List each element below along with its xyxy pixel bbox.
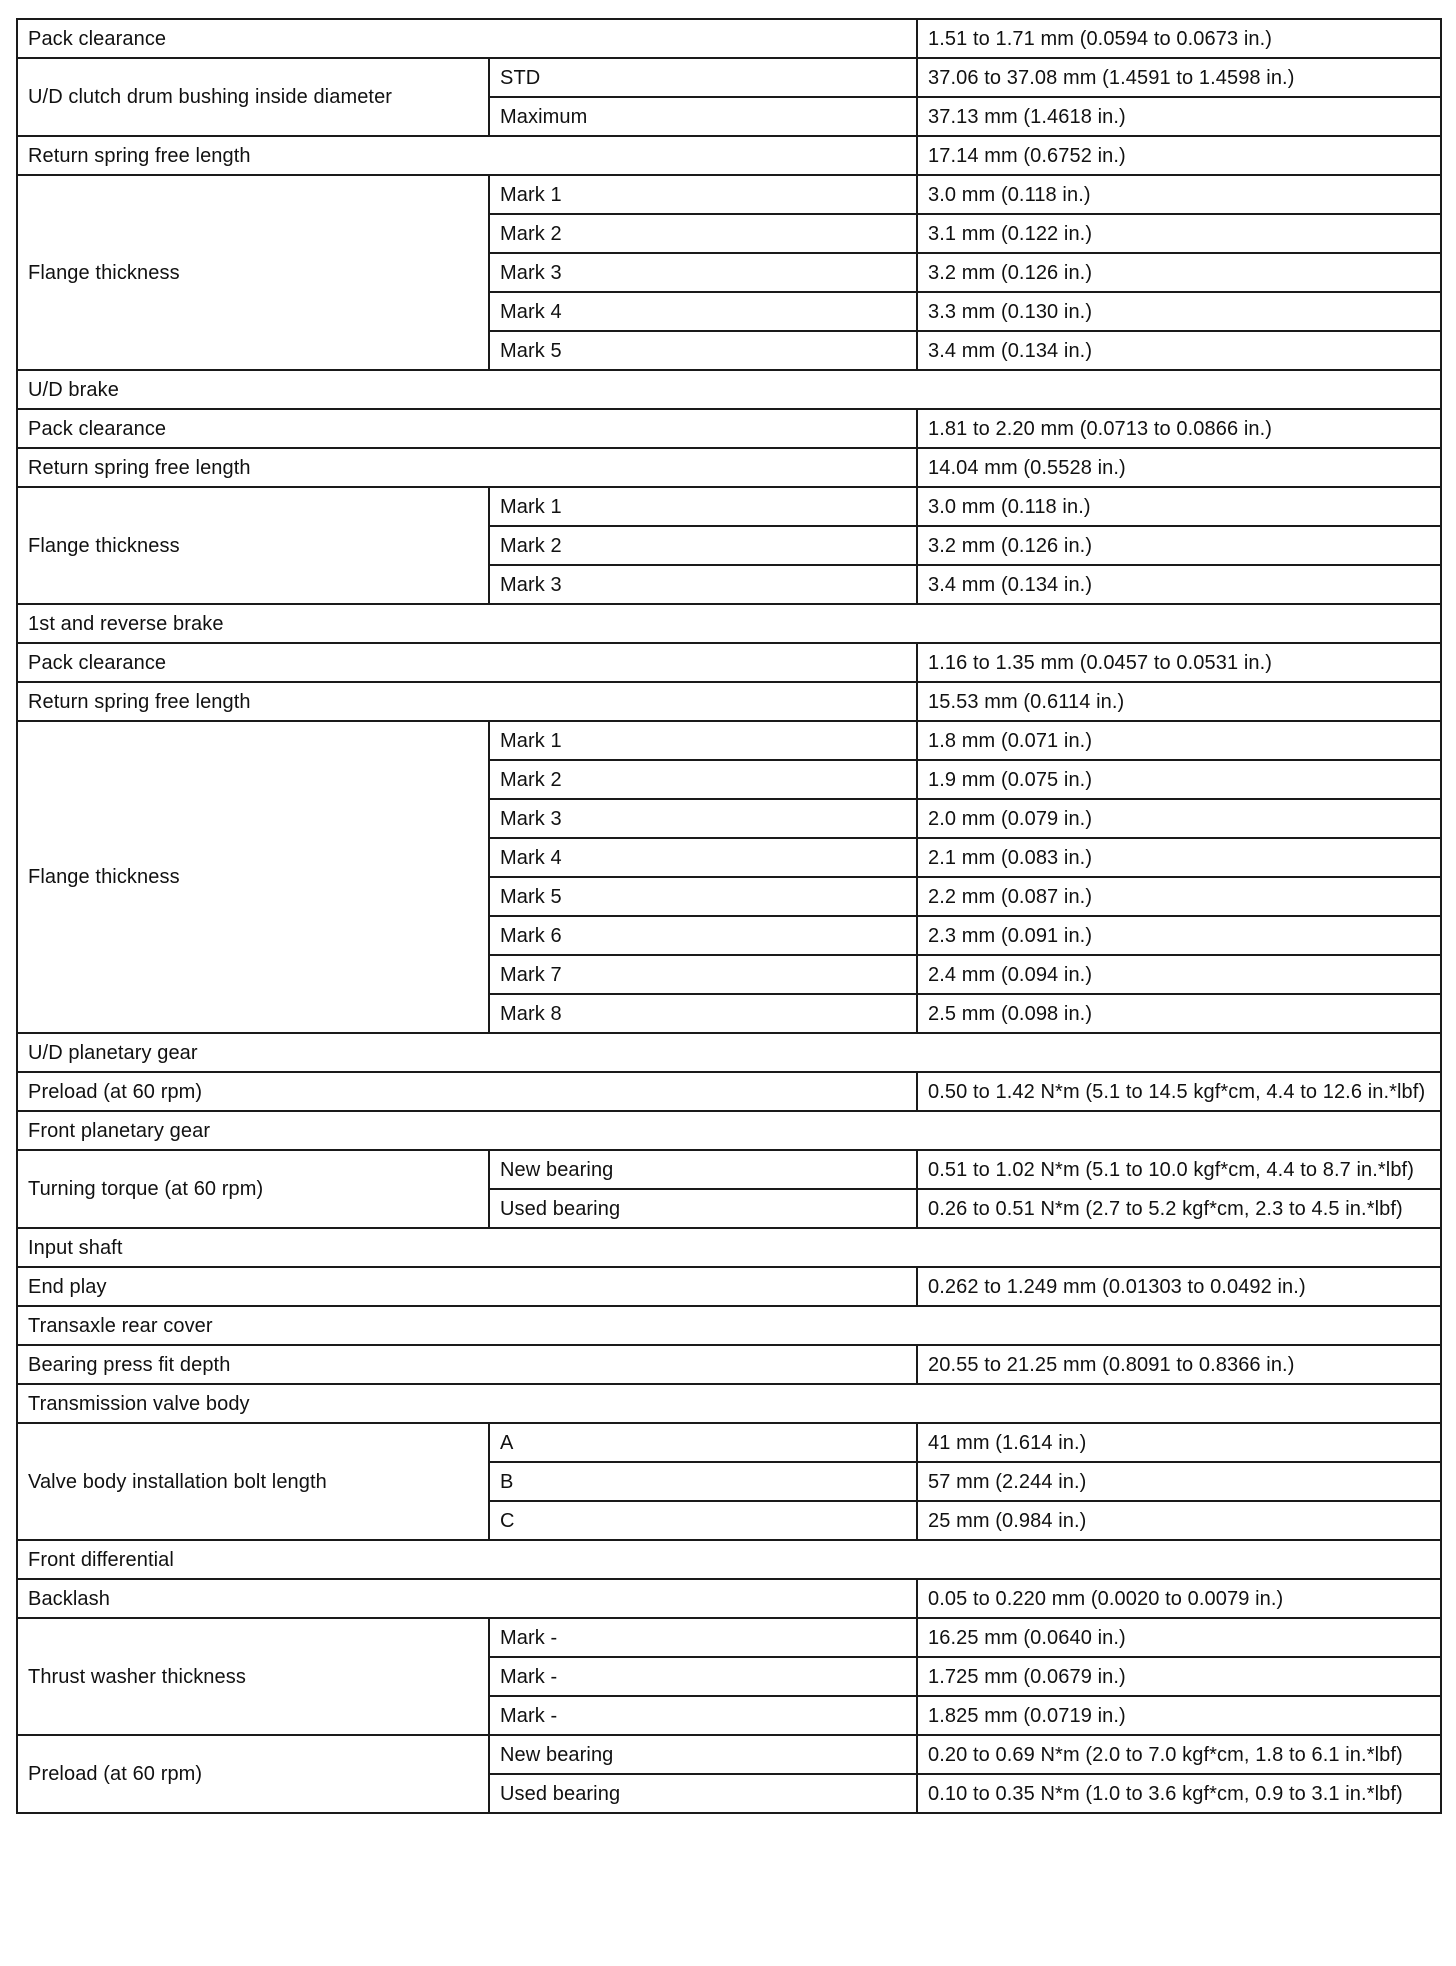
spec-sub-label: STD	[489, 58, 917, 97]
spec-sub-label: Mark -	[489, 1618, 917, 1657]
section-heading: Transaxle rear cover	[17, 1306, 1441, 1345]
spec-sub-label: Mark 3	[489, 253, 917, 292]
spec-row	[17, 58, 1441, 97]
spec-item-label: Backlash	[17, 1579, 917, 1618]
spec-value: 15.53 mm (0.6114 in.)	[917, 682, 1441, 721]
spec-row	[17, 721, 1441, 760]
spec-value: 0.50 to 1.42 N*m (5.1 to 14.5 kgf*cm, 4.4 to 12.6 in.*lbf)	[917, 1072, 1441, 1111]
spec-value: 0.262 to 1.249 mm (0.01303 to 0.0492 in.)	[917, 1267, 1441, 1306]
spec-item-label: Pack clearance	[17, 643, 917, 682]
spec-item-label: Return spring free length	[17, 682, 917, 721]
spec-value: 2.0 mm (0.079 in.)	[917, 799, 1441, 838]
spec-sub-label: Maximum	[489, 97, 917, 136]
spec-sub-label: B	[489, 1462, 917, 1501]
specification-table	[16, 18, 1442, 1814]
spec-sub-label: Mark 4	[489, 292, 917, 331]
spec-item-label: Bearing press fit depth	[17, 1345, 917, 1384]
spec-row	[17, 448, 1441, 487]
section-heading: Input shaft	[17, 1228, 1441, 1267]
spec-item-label: Turning torque (at 60 rpm)	[17, 1150, 489, 1228]
spec-row	[17, 136, 1441, 175]
spec-value: 3.1 mm (0.122 in.)	[917, 214, 1441, 253]
spec-value: 3.0 mm (0.118 in.)	[917, 487, 1441, 526]
spec-value: 0.10 to 0.35 N*m (1.0 to 3.6 kgf*cm, 0.9 to 3.1 in.*lbf)	[917, 1774, 1441, 1813]
spec-value: 57 mm (2.244 in.)	[917, 1462, 1441, 1501]
spec-item-label: Flange thickness	[17, 721, 489, 1033]
spec-sub-label: Mark 5	[489, 331, 917, 370]
spec-item-label: U/D clutch drum bushing inside diameter	[17, 58, 489, 136]
spec-item-label: Return spring free length	[17, 448, 917, 487]
spec-value: 1.51 to 1.71 mm (0.0594 to 0.0673 in.)	[917, 19, 1441, 58]
spec-sub-label: Mark 7	[489, 955, 917, 994]
spec-item-label: Preload (at 60 rpm)	[17, 1735, 489, 1813]
spec-item-label: Preload (at 60 rpm)	[17, 1072, 917, 1111]
spec-value: 0.20 to 0.69 N*m (2.0 to 7.0 kgf*cm, 1.8 to 6.1 in.*lbf)	[917, 1735, 1441, 1774]
spec-sub-label: Mark 2	[489, 214, 917, 253]
spec-value: 2.5 mm (0.098 in.)	[917, 994, 1441, 1033]
spec-row	[17, 1072, 1441, 1111]
spec-value: 20.55 to 21.25 mm (0.8091 to 0.8366 in.)	[917, 1345, 1441, 1384]
section-heading: 1st and reverse brake	[17, 604, 1441, 643]
spec-item-label: End play	[17, 1267, 917, 1306]
spec-row	[17, 1618, 1441, 1657]
spec-item-label: Flange thickness	[17, 487, 489, 604]
spec-row	[17, 1150, 1441, 1189]
spec-sub-label: Mark 4	[489, 838, 917, 877]
spec-item-label: Thrust washer thickness	[17, 1618, 489, 1735]
section-header-row	[17, 1228, 1441, 1267]
spec-sub-label: Mark 1	[489, 175, 917, 214]
section-heading: Transmission valve body	[17, 1384, 1441, 1423]
spec-sub-label: Mark -	[489, 1657, 917, 1696]
spec-sub-label: Mark 3	[489, 565, 917, 604]
section-heading: U/D brake	[17, 370, 1441, 409]
spec-sub-label: Mark 5	[489, 877, 917, 916]
spec-value: 1.16 to 1.35 mm (0.0457 to 0.0531 in.)	[917, 643, 1441, 682]
section-header-row	[17, 1384, 1441, 1423]
spec-item-label: Return spring free length	[17, 136, 917, 175]
spec-row	[17, 19, 1441, 58]
spec-row	[17, 1735, 1441, 1774]
spec-value: 37.13 mm (1.4618 in.)	[917, 97, 1441, 136]
spec-value: 1.725 mm (0.0679 in.)	[917, 1657, 1441, 1696]
spec-row	[17, 409, 1441, 448]
spec-value: 2.1 mm (0.083 in.)	[917, 838, 1441, 877]
spec-item-label: Valve body installation bolt length	[17, 1423, 489, 1540]
spec-sub-label: Used bearing	[489, 1774, 917, 1813]
spec-row	[17, 643, 1441, 682]
spec-row	[17, 487, 1441, 526]
spec-row	[17, 1423, 1441, 1462]
spec-value: 14.04 mm (0.5528 in.)	[917, 448, 1441, 487]
spec-row	[17, 1579, 1441, 1618]
section-header-row	[17, 1033, 1441, 1072]
spec-sub-label: Mark 1	[489, 487, 917, 526]
spec-value: 41 mm (1.614 in.)	[917, 1423, 1441, 1462]
spec-value: 2.4 mm (0.094 in.)	[917, 955, 1441, 994]
spec-value: 37.06 to 37.08 mm (1.4591 to 1.4598 in.)	[917, 58, 1441, 97]
spec-value: 3.4 mm (0.134 in.)	[917, 565, 1441, 604]
spec-row	[17, 682, 1441, 721]
spec-sub-label: A	[489, 1423, 917, 1462]
spec-sub-label: Mark 2	[489, 526, 917, 565]
section-header-row	[17, 604, 1441, 643]
spec-value: 3.3 mm (0.130 in.)	[917, 292, 1441, 331]
spec-value: 25 mm (0.984 in.)	[917, 1501, 1441, 1540]
spec-value: 2.3 mm (0.091 in.)	[917, 916, 1441, 955]
spec-value: 3.4 mm (0.134 in.)	[917, 331, 1441, 370]
spec-sub-label: Mark 6	[489, 916, 917, 955]
specification-table-body	[17, 19, 1441, 1813]
spec-value: 1.825 mm (0.0719 in.)	[917, 1696, 1441, 1735]
spec-sub-label: C	[489, 1501, 917, 1540]
spec-value: 0.51 to 1.02 N*m (5.1 to 10.0 kgf*cm, 4.4 to 8.7 in.*lbf)	[917, 1150, 1441, 1189]
section-header-row	[17, 370, 1441, 409]
spec-item-label: Flange thickness	[17, 175, 489, 370]
spec-value: 1.81 to 2.20 mm (0.0713 to 0.0866 in.)	[917, 409, 1441, 448]
spec-sub-label: Mark 3	[489, 799, 917, 838]
spec-value: 1.9 mm (0.075 in.)	[917, 760, 1441, 799]
spec-value: 1.8 mm (0.071 in.)	[917, 721, 1441, 760]
spec-row	[17, 1345, 1441, 1384]
section-header-row	[17, 1540, 1441, 1579]
spec-item-label: Pack clearance	[17, 19, 917, 58]
section-heading: Front differential	[17, 1540, 1441, 1579]
spec-sub-label: New bearing	[489, 1735, 917, 1774]
spec-value: 3.2 mm (0.126 in.)	[917, 526, 1441, 565]
spec-sub-label: Mark -	[489, 1696, 917, 1735]
spec-sub-label: Used bearing	[489, 1189, 917, 1228]
spec-sub-label: Mark 2	[489, 760, 917, 799]
spec-value: 0.26 to 0.51 N*m (2.7 to 5.2 kgf*cm, 2.3 to 4.5 in.*lbf)	[917, 1189, 1441, 1228]
section-heading: U/D planetary gear	[17, 1033, 1441, 1072]
spec-sub-label: New bearing	[489, 1150, 917, 1189]
spec-value: 17.14 mm (0.6752 in.)	[917, 136, 1441, 175]
spec-sub-label: Mark 1	[489, 721, 917, 760]
spec-value: 3.2 mm (0.126 in.)	[917, 253, 1441, 292]
spec-row	[17, 1267, 1441, 1306]
section-header-row	[17, 1306, 1441, 1345]
spec-value: 2.2 mm (0.087 in.)	[917, 877, 1441, 916]
spec-sub-label: Mark 8	[489, 994, 917, 1033]
spec-row	[17, 175, 1441, 214]
spec-value: 0.05 to 0.220 mm (0.0020 to 0.0079 in.)	[917, 1579, 1441, 1618]
section-heading: Front planetary gear	[17, 1111, 1441, 1150]
spec-item-label: Pack clearance	[17, 409, 917, 448]
spec-value: 16.25 mm (0.0640 in.)	[917, 1618, 1441, 1657]
spec-value: 3.0 mm (0.118 in.)	[917, 175, 1441, 214]
section-header-row	[17, 1111, 1441, 1150]
